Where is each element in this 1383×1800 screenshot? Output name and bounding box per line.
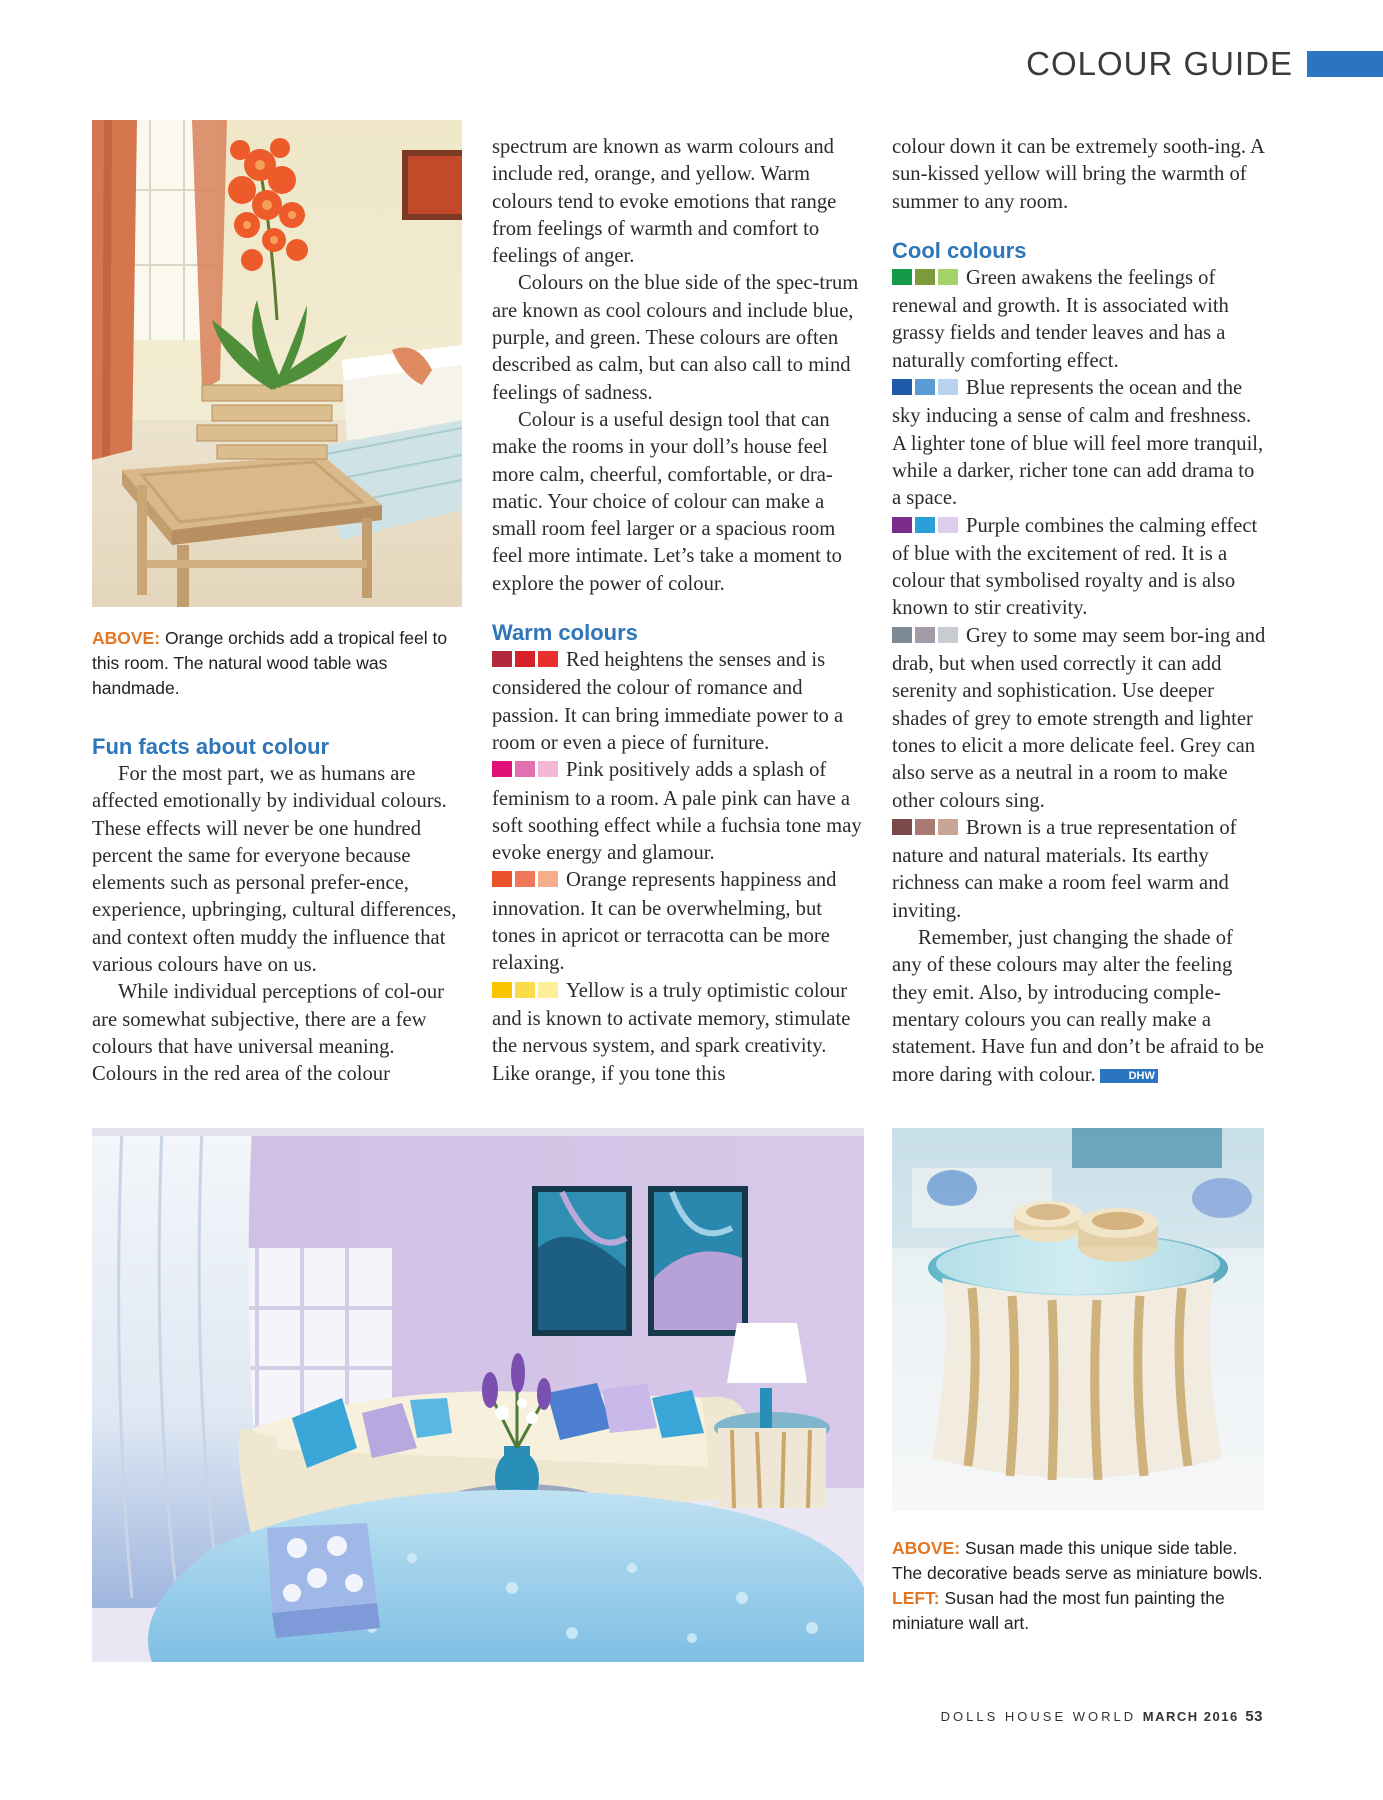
- column-1: [92, 733, 462, 1089]
- left-caption-lead: LEFT:: [892, 1588, 940, 1608]
- fun-facts-paragraph-1: For the most part, we as humans are affected emotionally by individual colours. These effects will never be one hundred percent the same for everyone because elements such as personal prefer-ence, experience, upbringing, cultural differences, and context often muddy the influence that various colours have on us.: [92, 763, 457, 977]
- brown-swatch-1: [892, 819, 912, 835]
- above-caption: [892, 1536, 1264, 1586]
- page-footer: [941, 1708, 1263, 1725]
- green-swatch-1: [892, 269, 912, 285]
- grey-swatch-1: [892, 627, 912, 643]
- spectrum-paragraph: spectrum are known as warm colours and include red, orange, and yellow. Warm colours tend to evoke emotions that range from feelings of warmth and comfort to feelings of anger.: [492, 136, 837, 268]
- living-room-photo: [92, 1128, 864, 1662]
- green-entry: [892, 265, 1266, 375]
- pink-swatches: [492, 758, 558, 785]
- orange-swatches: [492, 868, 558, 895]
- blue-swatch-1: [892, 379, 912, 395]
- grey-swatch-2: [915, 627, 935, 643]
- red-swatches: [492, 648, 558, 675]
- red-entry: [492, 647, 864, 757]
- header-accent-bar: [1307, 51, 1383, 77]
- page-number: 53: [1245, 1708, 1263, 1725]
- caption-text: Orange orchids add a tropical feel to this room. The natural wood table was handmade.: [92, 628, 448, 698]
- orange-entry: [492, 867, 864, 977]
- section-header: [1026, 44, 1383, 84]
- fun-facts-heading: Fun facts about colour: [92, 734, 330, 759]
- green-text: Green awakens the feelings of renewal and growth. It is associated with grassy fields and tender leaves and has a naturally comforting effect.: [892, 266, 1229, 372]
- above-caption-text: Susan made this unique side table. The decorative beads serve as miniature bowls.: [892, 1538, 1263, 1583]
- red-text: Red heightens the senses and is considered the colour of romance and passion. It can bring immediate power to a room or even a piece of furniture.: [492, 649, 844, 754]
- side-table-photo: [892, 1128, 1264, 1511]
- warm-colours-heading: Warm colours: [492, 620, 638, 646]
- pink-text: Pink positively adds a splash of feminism to a room. A pale pink can have a soft soothing effect while a fuchsia tone may evoke energy and glamour.: [492, 759, 862, 865]
- red-swatch-2: [515, 651, 535, 667]
- brown-entry: [892, 815, 1266, 925]
- purple-swatches: [892, 514, 958, 541]
- side-table-caption: [892, 1536, 1264, 1636]
- yellow-entry: [492, 978, 864, 1088]
- brown-swatch-3: [938, 819, 958, 835]
- column-3: [892, 134, 1266, 1089]
- purple-swatch-2: [915, 517, 935, 533]
- yellow-continued: colour down it can be extremely sooth-ing. A sun-kissed yellow will bring the warmth of summer to any room.: [892, 136, 1264, 213]
- end-mark-logo: DHW: [1100, 1069, 1158, 1083]
- pink-swatch-3: [538, 761, 558, 777]
- magazine-name: DOLLS HOUSE WORLD: [940, 1709, 1137, 1724]
- left-caption: [892, 1586, 1264, 1636]
- design-tool-paragraph: Colour is a useful design tool that can make the rooms in your doll’s house feel more calm, cheerful, comfortable, or dra-matic. Your choice of colour can make a small room feel larger or a spacious room feel more intimate. Let’s take a moment to explore the power of colour.: [492, 408, 842, 595]
- closing-text: Remember, just changing the shade of any of these colours may alter the feeling they emit. Also, by introducing comple-mentary colours you can really make a statement. Have fun and don’t be afraid to be more daring with colour.: [892, 927, 1264, 1086]
- section-title: COLOUR GUIDE: [1026, 45, 1293, 82]
- green-swatches: [892, 266, 958, 293]
- orange-swatch-2: [515, 871, 535, 887]
- orchid-table-photo: [92, 120, 462, 607]
- purple-text: Purple combines the calming effect of blue with the excitement of red. It is a colour that symbolised royalty and is also known to stir creativity.: [892, 514, 1258, 620]
- cool-side-paragraph: Colours on the blue side of the spec-trum are known as cool colours and include blue, purple, and green. These colours are often described as calm, but can also call to mind feelings of sadness.: [492, 272, 859, 404]
- orchid-photo-caption: [92, 626, 462, 701]
- yellow-swatch-1: [492, 982, 512, 998]
- grey-swatches: [892, 624, 958, 651]
- column-2: [492, 134, 864, 1088]
- red-swatch-1: [492, 651, 512, 667]
- orange-text: Orange represents happiness and innovation. It can be overwhelming, but tones in apricot or terracotta can be more relaxing.: [492, 869, 837, 975]
- above-caption-lead: ABOVE:: [892, 1538, 961, 1558]
- blue-swatches: [892, 376, 958, 403]
- issue-date: MARCH 2016: [1142, 1709, 1239, 1724]
- fun-facts-paragraph-2: While individual perceptions of col-our are somewhat subjective, there are a few colours that have universal meaning. Colours in the red area of the colour: [92, 981, 444, 1086]
- yellow-text: Yellow is a truly optimistic colour and is known to activate memory, stimulate the nervous system, and spark creativity. Like orange, if you tone this: [492, 979, 851, 1085]
- blue-entry: [892, 375, 1266, 512]
- grey-swatch-3: [938, 627, 958, 643]
- brown-swatches: [892, 816, 958, 843]
- brown-swatch-2: [915, 819, 935, 835]
- brown-text: Brown is a true representation of nature and natural materials. Its earthy richness can make a room feel warm and inviting.: [892, 816, 1237, 922]
- orange-swatch-1: [492, 871, 512, 887]
- blue-swatch-3: [938, 379, 958, 395]
- yellow-swatch-3: [538, 982, 558, 998]
- yellow-swatch-2: [515, 982, 535, 998]
- red-swatch-3: [538, 651, 558, 667]
- pink-swatch-1: [492, 761, 512, 777]
- purple-swatch-1: [892, 517, 912, 533]
- yellow-swatches: [492, 979, 558, 1006]
- pink-entry: [492, 757, 864, 867]
- purple-entry: [892, 513, 1266, 623]
- pink-swatch-2: [515, 761, 535, 777]
- grey-entry: [892, 623, 1266, 815]
- orange-swatch-3: [538, 871, 558, 887]
- purple-swatch-3: [938, 517, 958, 533]
- grey-text: Grey to some may seem bor-ing and drab, but when used correctly it can add serenity and sophistication. Use deeper shades of grey to emote strength and lighter tones to elicit a more delicate feel. Grey can also serve as a neutral in a room to make other colours sing.: [892, 624, 1266, 812]
- blue-swatch-2: [915, 379, 935, 395]
- left-caption-text: Susan had the most fun painting the miniature wall art.: [892, 1588, 1225, 1633]
- closing-paragraph: [892, 925, 1266, 1089]
- green-swatch-2: [915, 269, 935, 285]
- caption-lead: ABOVE:: [92, 628, 161, 648]
- green-swatch-3: [938, 269, 958, 285]
- cool-colours-heading: Cool colours: [892, 237, 1027, 263]
- blue-text: Blue represents the ocean and the sky inducing a sense of calm and freshness. A lighter tone of blue will feel more tranquil, while a darker, richer tone can add drama to a space.: [892, 377, 1264, 510]
